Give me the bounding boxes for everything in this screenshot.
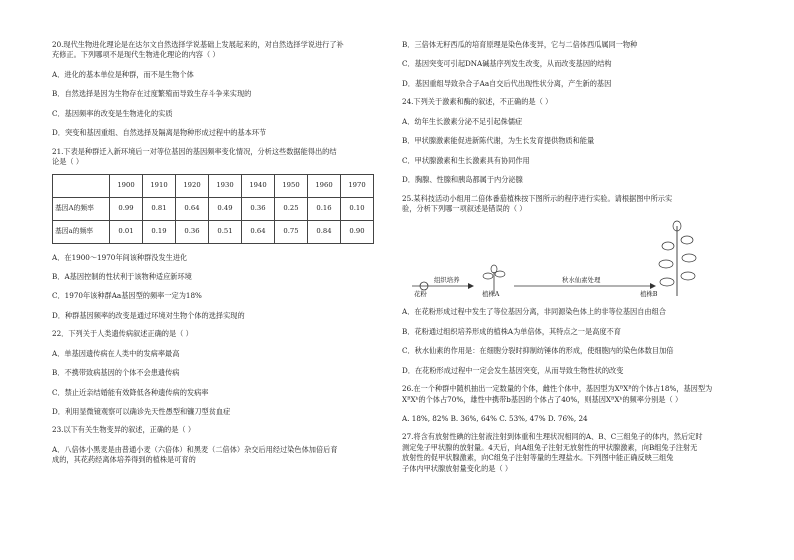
q20-option-b: B．自然选择是因为生物存在过度繁殖而导致生存斗争来实现的 xyxy=(52,89,252,99)
question-27 xyxy=(402,432,747,474)
q23-stem: 23.以下有关生物变异的叙述，正确的是（ ） xyxy=(52,425,196,435)
table-cell: 0.99 xyxy=(110,197,143,220)
pollen-label: 花粉 xyxy=(414,290,427,299)
table-cell: 基因a的频率 xyxy=(53,220,110,243)
q25-option-a: A．在花粉形成过程中发生了等位基因分离，非同源染色体上的非等位基因自由组合 xyxy=(402,307,666,317)
plant-b-leaf-icon xyxy=(660,278,674,286)
q22-stem: 22．下列关于人类遗传病叙述正确的是（ ） xyxy=(52,329,193,339)
table-cell: 1940 xyxy=(242,174,275,197)
table-row xyxy=(53,220,374,243)
q20-option-d: D．突变和基因重组、自然选择及隔离是物种形成过程中的基本环节 xyxy=(52,128,267,138)
q24-option-a: A．幼年生长激素分泌不足引起侏儒症 xyxy=(402,116,523,126)
q23-option-a-cont: 成的，其花药经离体培养得到的植株是可育的 xyxy=(52,455,196,465)
left-column xyxy=(52,40,392,466)
table-cell xyxy=(53,174,110,197)
table-cell: 0.75 xyxy=(275,220,308,243)
q25-option-c: C．秋水仙素的作用是：在细胞分裂时抑制纺锤体的形成，使细胞内的染色体数目加倍 xyxy=(402,346,674,356)
question-26 xyxy=(402,384,747,424)
plant-b-leaf-icon xyxy=(682,254,696,262)
diagram-drawing xyxy=(402,220,747,298)
q21-option-b: B．A基因控制的性状利于该物种适应新环境 xyxy=(52,271,192,281)
q21-option-a: A．在1900～1970年间该种群没发生进化 xyxy=(52,252,188,262)
plant-b-leaf-icon xyxy=(659,260,673,268)
tomato-experiment-diagram xyxy=(402,220,747,298)
q24-stem: 24.下列关于激素和酶的叙述，不正确的是（ ） xyxy=(402,97,553,107)
table-cell: 0.19 xyxy=(143,220,176,243)
q25-stem-2: 验，分析下列哪一项叙述是错误的（ ） xyxy=(402,203,527,213)
q23-option-d: D．基因重组导致杂合子Aa自交后代出现性状分离，产生新的基因 xyxy=(402,78,612,88)
plant-b-label: 植株B xyxy=(640,290,658,299)
q23-option-b: B．三倍体无籽西瓜的培育原理是染色体变异，它与二倍体西瓜属同一物种 xyxy=(402,40,638,49)
table-header-row xyxy=(53,174,374,197)
q25-option-b: B．花粉通过组织培养形成的植株A为单倍体，其特点之一是高度不育 xyxy=(402,326,621,336)
q27-stem-3: 放射性的促甲状腺激素，向C组兔子注射等量的生理盐水。下列图中能正确反映三组兔 xyxy=(402,453,674,463)
table-cell: 1950 xyxy=(275,174,308,197)
q27-stem-4: 子体内甲状腺放射量变化的是（ ） xyxy=(402,463,513,473)
step1-label: 组织培养 xyxy=(434,276,460,285)
question-23-continued xyxy=(402,40,747,89)
q23-option-c: C．基因突变可引起DNA碱基序列发生改变，从而改变基因的结构 xyxy=(402,59,612,69)
question-25 xyxy=(402,194,747,377)
q25-option-d: D．在花粉形成过程中一定会发生基因突变，从而导致生物性状的改变 xyxy=(402,365,624,375)
plant-a-label: 植株A xyxy=(482,290,500,299)
step2-label: 秋水仙素处理 xyxy=(562,276,601,285)
table-row xyxy=(53,197,374,220)
table-cell: 0.25 xyxy=(275,197,308,220)
table-cell: 1970 xyxy=(341,174,374,197)
q27-stem-1: 27.将含有放射性碘的注射液注射到体重和生理状况相同的A、B、C三组兔子的体内，然后定时 xyxy=(402,432,703,442)
q25-stem-1: 25.某科技活动小组用二倍体番茄植株按下图所示的程序进行实验。请根据图中所示实 xyxy=(402,193,673,203)
plant-a-leaf-icon xyxy=(491,265,497,273)
table-cell: 0.01 xyxy=(110,220,143,243)
table-cell: 0.90 xyxy=(341,220,374,243)
question-20 xyxy=(52,40,392,139)
table-cell: 基因A的频率 xyxy=(53,197,110,220)
table-cell: 0.64 xyxy=(242,220,275,243)
q27-stem-2: 测定兔子甲状腺的放射量。4天后，向A组兔子注射无放射性的甲状腺激素，向B组兔子注射无 xyxy=(402,442,698,452)
q26-options: A. 18%, 82% B. 36%, 64% C. 53%, 47% D. 76%, 24 xyxy=(402,414,588,423)
q22-option-c: C．禁止近亲结婚能有效降低各种遗传病的发病率 xyxy=(52,387,209,397)
arrow-head-2 xyxy=(650,283,656,289)
question-21 xyxy=(52,147,392,322)
table-cell: 0.49 xyxy=(209,197,242,220)
q24-option-c: C．甲状腺激素和生长激素具有协同作用 xyxy=(402,155,530,165)
q22-option-d: D．利用显微镜观察可以确诊先天性愚型和镰刀型贫血症 xyxy=(52,407,231,416)
plant-b-leaf-icon xyxy=(662,242,674,250)
q20-stem-2: 充修正。下列哪项不是现代生物进化理论的内容（ ） xyxy=(52,50,220,60)
gene-frequency-table xyxy=(52,174,374,244)
table-cell: 0.36 xyxy=(176,220,209,243)
q20-stem-1: 20.现代生物进化理论是在达尔文自然选择学说基础上发展起来的，对自然选择学说进行了补 xyxy=(52,40,344,49)
q21-option-d: D．种群基因频率的改变是通过环境对生物个体的选择实现的 xyxy=(52,310,245,320)
q20-option-a: A．进化的基本单位是种群，而不是生物个体 xyxy=(52,69,194,79)
question-22 xyxy=(52,329,392,417)
table-cell: 0.16 xyxy=(308,197,341,220)
right-column xyxy=(402,40,747,474)
question-24 xyxy=(402,97,747,185)
table-cell: 0.51 xyxy=(209,220,242,243)
q24-option-b: B．甲状腺激素能促进新陈代谢，为生长发育提供物质和能量 xyxy=(402,136,595,146)
table-cell: 1900 xyxy=(110,174,143,197)
q24-option-d: D．胸腺、性腺和胰岛都属于内分泌腺 xyxy=(402,175,523,185)
arrow-head-1 xyxy=(468,283,474,289)
plant-b-leaf-icon xyxy=(681,272,695,280)
q22-option-b: B．不携带致病基因的个体不会患遗传病 xyxy=(52,368,180,378)
q22-option-a: A．单基因遗传病在人类中的发病率最高 xyxy=(52,348,180,358)
q21-stem-2: 论是（ ） xyxy=(52,157,84,167)
table-cell: 0.64 xyxy=(176,197,209,220)
q26-stem-1: 26.在一个种群中随机抽出一定数量的个体，雌性个体中，基因型为XᴮXᴮ的个体占18%，基因型为 xyxy=(402,384,713,394)
q21-option-c: C．1970年该种群Aa基因型的频率一定为18% xyxy=(52,291,202,301)
table-cell: 1910 xyxy=(143,174,176,197)
q20-option-c: C．基因频率的改变是生物进化的实质 xyxy=(52,108,173,118)
question-23 xyxy=(52,425,392,465)
q23-option-a: A．八倍体小黑麦是由普通小麦（六倍体）和黑麦（二倍体）杂交后用经过染色体加倍后育 xyxy=(52,444,338,454)
table-cell: 0.84 xyxy=(308,220,341,243)
q26-stem-2: XᴮXᵇ的个体占70%，雄性中携带b基因的个体占了40%，则基因XᴮXᵇ的频率分别是（ ） xyxy=(402,394,683,404)
q21-stem-1: 21.下表是种群迁入新环境后一对等位基因的基因频率变化情况，分析这些数据能得出的结 xyxy=(52,146,337,156)
table-cell: 1960 xyxy=(308,174,341,197)
plant-b-leaf-icon xyxy=(681,236,693,244)
plant-a-leaf-icon xyxy=(483,273,493,279)
table-cell: 0.36 xyxy=(242,197,275,220)
table-cell: 1930 xyxy=(209,174,242,197)
table-cell: 0.81 xyxy=(143,197,176,220)
table-cell: 1920 xyxy=(176,174,209,197)
table-cell: 0.10 xyxy=(341,197,374,220)
